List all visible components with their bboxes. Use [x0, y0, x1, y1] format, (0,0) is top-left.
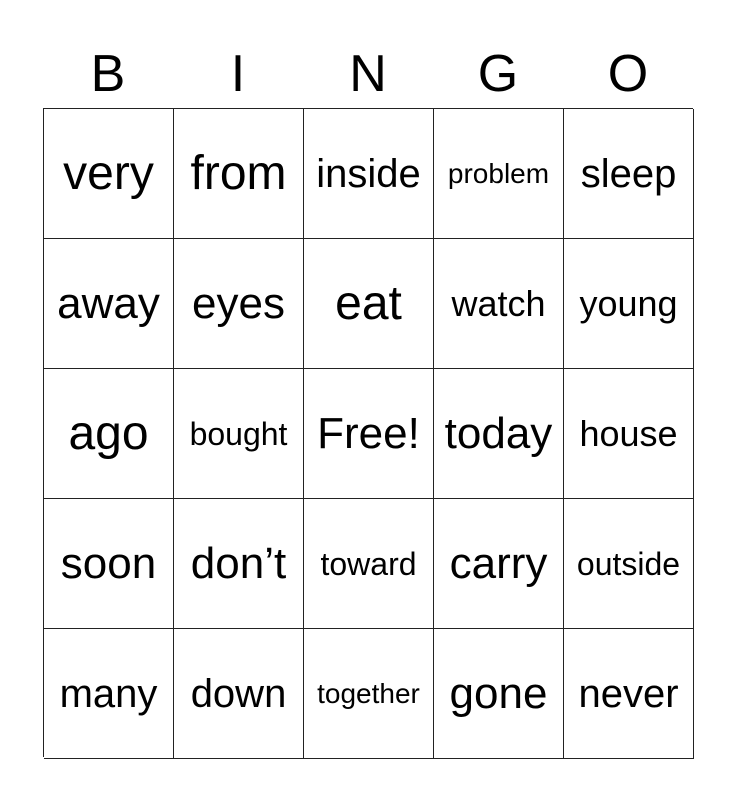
- header-letter-b: B: [90, 45, 126, 103]
- bingo-cell[interactable]: toward: [304, 499, 434, 629]
- bingo-cell[interactable]: bought: [174, 369, 304, 499]
- bingo-cell[interactable]: ago: [44, 369, 174, 499]
- header-letter-i: I: [230, 45, 246, 103]
- bingo-cell[interactable]: very: [44, 109, 174, 239]
- header-letter-n: N: [349, 45, 387, 103]
- bingo-cell[interactable]: don’t: [174, 499, 304, 629]
- bingo-grid: [43, 108, 693, 757]
- bingo-cell[interactable]: problem: [434, 109, 564, 239]
- bingo-cell[interactable]: together: [304, 629, 434, 759]
- bingo-cell[interactable]: young: [564, 239, 694, 369]
- bingo-cell[interactable]: soon: [44, 499, 174, 629]
- header-letter-g: G: [477, 45, 519, 103]
- header-letter-o: O: [607, 45, 649, 103]
- bingo-cell[interactable]: house: [564, 369, 694, 499]
- bingo-cell[interactable]: eyes: [174, 239, 304, 369]
- bingo-cell[interactable]: sleep: [564, 109, 694, 239]
- bingo-header: [43, 40, 693, 108]
- bingo-cell[interactable]: many: [44, 629, 174, 759]
- bingo-cell-free[interactable]: Free!: [304, 369, 434, 499]
- bingo-cell[interactable]: away: [44, 239, 174, 369]
- bingo-cell[interactable]: from: [174, 109, 304, 239]
- bingo-cell[interactable]: inside: [304, 109, 434, 239]
- bingo-cell[interactable]: eat: [304, 239, 434, 369]
- bingo-cell[interactable]: outside: [564, 499, 694, 629]
- bingo-cell[interactable]: gone: [434, 629, 564, 759]
- bingo-cell[interactable]: watch: [434, 239, 564, 369]
- bingo-cell[interactable]: today: [434, 369, 564, 499]
- bingo-cell[interactable]: carry: [434, 499, 564, 629]
- bingo-cell[interactable]: never: [564, 629, 694, 759]
- bingo-cell[interactable]: down: [174, 629, 304, 759]
